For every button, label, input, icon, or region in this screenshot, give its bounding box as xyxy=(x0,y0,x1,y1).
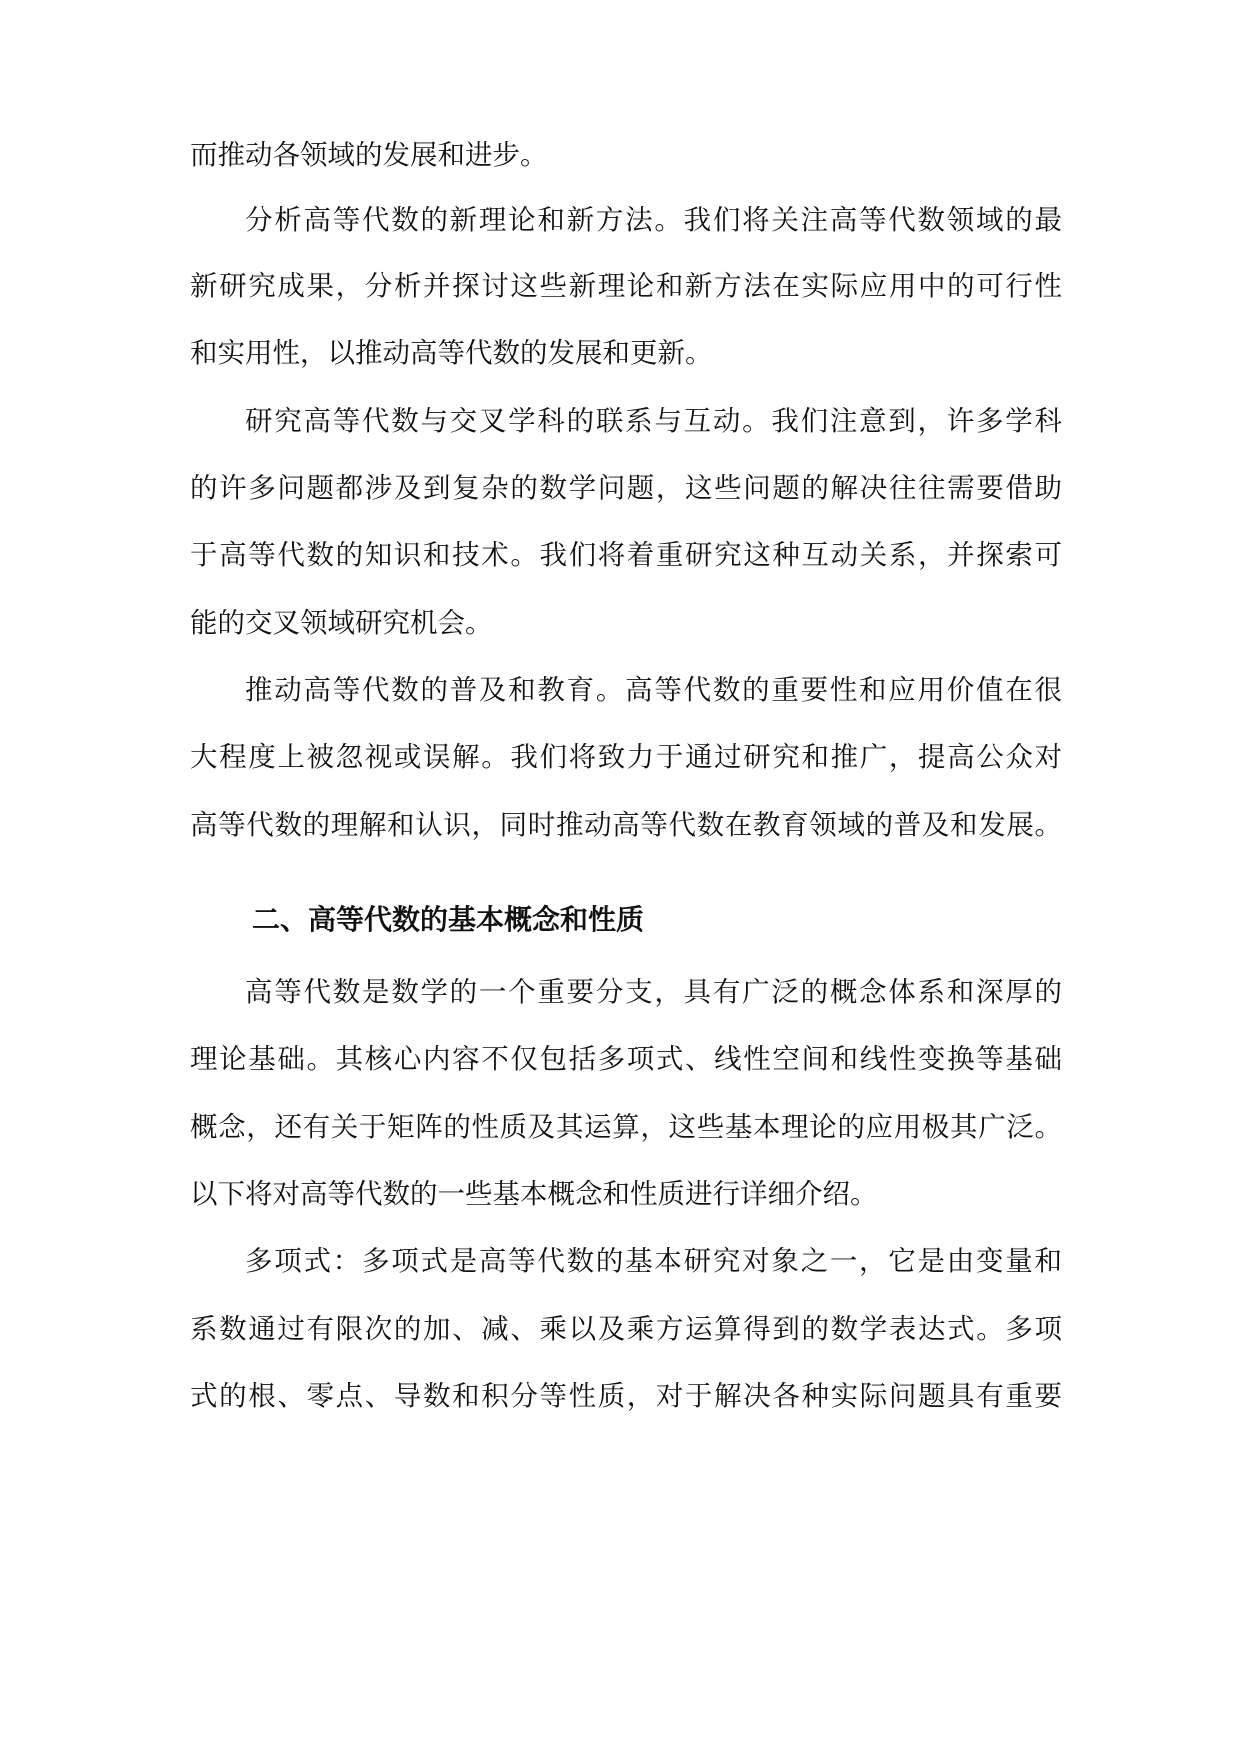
paragraph-interdisciplinary-line-1: 研究高等代数与交叉学科的联系与互动。我们注意到，许多学科 xyxy=(245,405,1062,437)
paragraph-new-theory-line-1: 分析高等代数的新理论和新方法。我们将关注高等代数领域的最 xyxy=(245,204,1062,236)
paragraph-education-line-1: 推动高等代数的普及和教育。高等代数的重要性和应用价值在很 xyxy=(245,674,1062,706)
paragraph-intro-line-1: 而推动各领域的发展和进步。 xyxy=(190,139,548,171)
paragraph-overview-line-2: 理论基础。其核心内容不仅包括多项式、线性空间和线性变换等基础 xyxy=(190,1043,1062,1075)
paragraph-new-theory-line-3: 和实用性，以推动高等代数的发展和更新。 xyxy=(190,337,713,369)
paragraph-interdisciplinary-line-2: 的许多问题都涉及到复杂的数学问题，这些问题的解决往往需要借助 xyxy=(190,472,1062,504)
paragraph-education-line-2: 大程度上被忽视或误解。我们将致力于通过研究和推广，提高公众对 xyxy=(190,741,1062,773)
paragraph-polynomial-line-2: 系数通过有限次的加、减、乘以及乘方运算得到的数学表达式。多项 xyxy=(190,1313,1062,1345)
paragraph-education-line-3: 高等代数的理解和认识，同时推动高等代数在教育领域的普及和发展。 xyxy=(190,809,1062,841)
paragraph-polynomial-line-1: 多项式：多项式是高等代数的基本研究对象之一，它是由变量和 xyxy=(245,1245,1062,1277)
paragraph-polynomial-line-3: 式的根、零点、导数和积分等性质，对于解决各种实际问题具有重要 xyxy=(190,1380,1062,1412)
paragraph-overview-line-3: 概念，还有关于矩阵的性质及其运算，这些基本理论的应用极其广泛。 xyxy=(190,1111,1062,1143)
paragraph-overview-line-4: 以下将对高等代数的一些基本概念和性质进行详细介绍。 xyxy=(190,1178,878,1210)
paragraph-interdisciplinary-line-4: 能的交叉领域研究机会。 xyxy=(190,607,493,639)
paragraph-new-theory-line-2: 新研究成果，分析并探讨这些新理论和新方法在实际应用中的可行性 xyxy=(190,270,1062,302)
paragraph-interdisciplinary-line-3: 于高等代数的知识和技术。我们将着重研究这种互动关系，并探索可 xyxy=(190,539,1062,571)
section-heading: 二、高等代数的基本概念和性质 xyxy=(252,903,645,936)
paragraph-overview-line-1: 高等代数是数学的一个重要分支，具有广泛的概念体系和深厚的 xyxy=(245,976,1062,1008)
